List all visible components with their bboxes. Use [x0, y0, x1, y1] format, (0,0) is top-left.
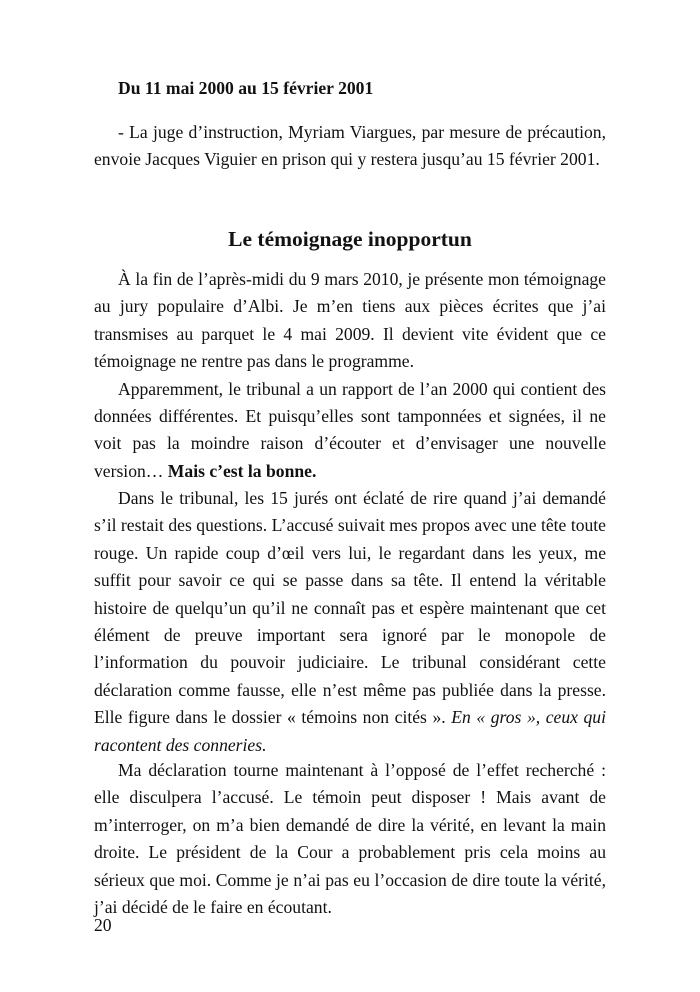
- paragraph-2-emphasis: Mais c’est la bonne.: [167, 460, 317, 481]
- paragraph-3-text: Dans le tribunal, les 15 jurés ont éclaté de rire quand j’ai demandé s’il restait des questions. L’accusé suivait mes propos avec une tête toute rouge. Un rapide coup d’œil vers lui, le regardant dans les yeux, me suffit pour savoir ce qui se passe dans sa tête. Il entend la véritable histoire de quelqu’un qu’il ne connaît pas et espère maintenant que cet élément de preuve important sera ignoré par le monopole de l’information du pouvoir judiciaire. Le tribunal considérant cette déclaration comme fausse, elle n’est même pas publiée dans la presse. Elle figure dans le dossier « témoins non cités ».: [94, 488, 606, 728]
- intro-paragraph: - La juge d’instruction, Myriam Viargues, par mesure de précaution, envoie Jacques Viguier en prison qui y restera jusqu’au 15 février 2001.: [94, 122, 606, 170]
- intro-block: [94, 119, 606, 174]
- paragraph-2-text: Apparemment, le tribunal a un rapport de l’an 2000 qui contient des données différentes. Et puisqu’elles sont tamponnées et signées, il ne voit pas la moindre raison d’écouter et d’envisager une nouvelle version…: [94, 378, 606, 481]
- paragraph-4: Ma déclaration tourne maintenant à l’opposé de l’effet recherché : elle disculpera l’accusé. Le témoin peut disposer ! Mais avant de m’interroger, on m’a bien demandé de dire la vérité, en levant la main droite. Le président de la Cour a probablement pris cela moins au sérieux que moi. Comme je n’ai pas eu l’occasion de dire toute la vérité, j’ai décidé de le faire en écoutant.: [94, 760, 606, 918]
- chapter-title: Le témoignage inopportun: [228, 227, 472, 251]
- paragraph-3: [94, 485, 606, 759]
- paragraph-1: À la fin de l’après-midi du 9 mars 2010, je présente mon témoignage au jury populaire d’Albi. Je m’en tiens aux pièces écrites que j’ai transmises au parquet le 4 mai 2009. Il devient vite évident que ce témoignage ne rentre pas dans le programme.: [94, 269, 606, 372]
- section-date-heading: Du 11 mai 2000 au 15 février 2001: [118, 78, 374, 98]
- paragraph-3-italic: En « gros », ceux qui racontent des conneries.: [94, 707, 606, 755]
- testimony-block: [94, 266, 606, 485]
- tribunal-block: [94, 485, 606, 759]
- paragraph-2: [94, 376, 606, 486]
- declaration-block: [94, 757, 606, 921]
- page-number: 20: [94, 915, 112, 935]
